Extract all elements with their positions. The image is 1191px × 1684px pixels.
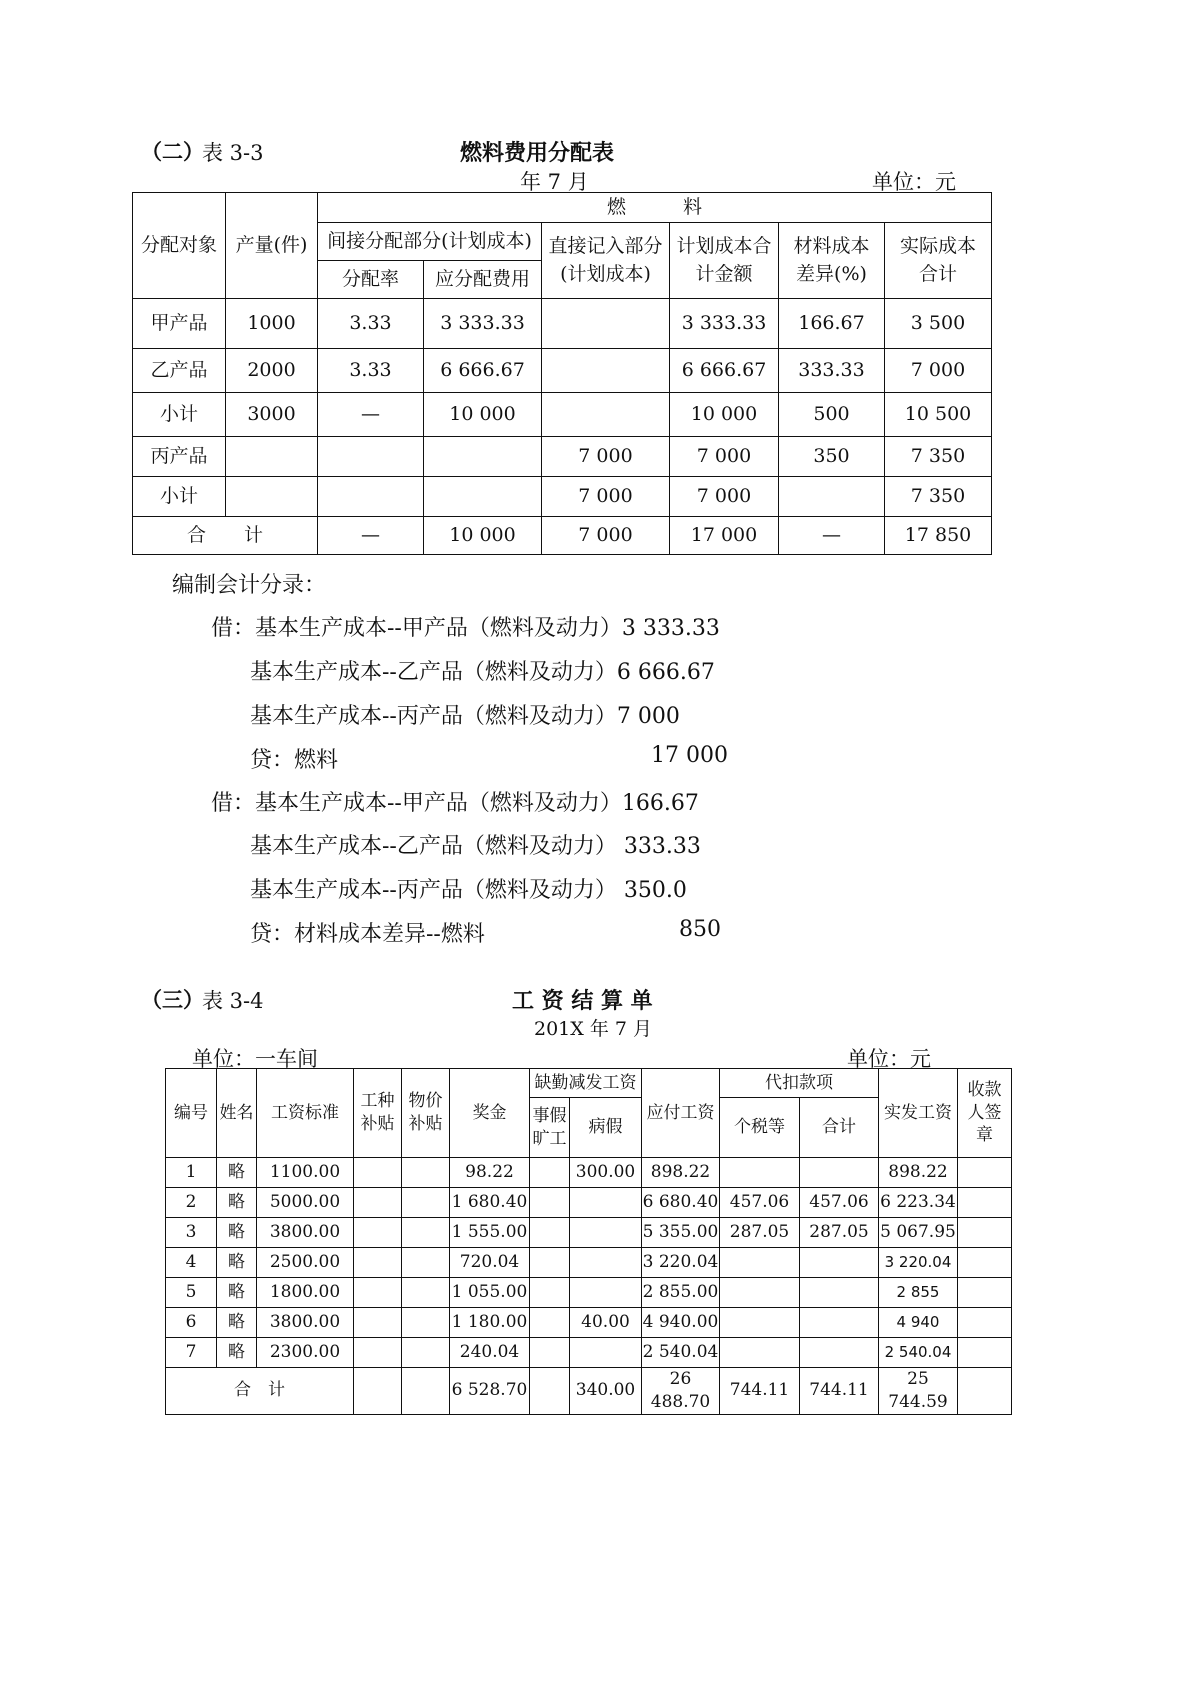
table-number: 表 3-4 xyxy=(202,989,264,1013)
table-cell: 2300.00 xyxy=(257,1338,354,1368)
table-cell: 166.67 xyxy=(779,299,885,349)
header-plan-total: 计划成本合计金额 xyxy=(670,223,779,299)
table-cell: 10 000 xyxy=(670,393,779,437)
table-cell xyxy=(226,477,318,517)
table-cell: 287.05 xyxy=(800,1218,879,1248)
table-cell: 1 055.00 xyxy=(450,1278,530,1308)
table-cell: 7 350 xyxy=(885,477,992,517)
table-cell: 小计 xyxy=(133,393,226,437)
header-fuel: 燃 料 xyxy=(318,193,992,223)
table-cell xyxy=(402,1188,450,1218)
table-cell: 3 220.04 xyxy=(642,1248,720,1278)
header-bonus: 奖金 xyxy=(450,1069,530,1158)
header-rate: 分配率 xyxy=(318,261,424,299)
table-cell xyxy=(800,1248,879,1278)
table-cell: 1 555.00 xyxy=(450,1218,530,1248)
table-row xyxy=(133,393,992,437)
table-cell: 4 xyxy=(166,1248,217,1278)
table-cell xyxy=(530,1218,570,1248)
table-unit: 单位：元 xyxy=(872,170,956,194)
header-object: 分配对象 xyxy=(133,193,226,299)
table-cell xyxy=(958,1248,1012,1278)
table-cell: 744.11 xyxy=(800,1368,879,1415)
table-cell xyxy=(530,1248,570,1278)
table-cell xyxy=(424,437,542,477)
table-cell: — xyxy=(318,517,424,555)
table-row xyxy=(166,1218,1012,1248)
table-title: 燃料费用分配表 xyxy=(460,140,615,166)
fuel-allocation-table xyxy=(132,192,992,555)
table-cell xyxy=(958,1278,1012,1308)
table-cell: 7 000 xyxy=(670,437,779,477)
table-cell: 4 940.00 xyxy=(642,1308,720,1338)
table-cell: 1800.00 xyxy=(257,1278,354,1308)
table-cell: 26 488.70 xyxy=(642,1368,720,1415)
table-cell: 略 xyxy=(217,1308,257,1338)
header-tax: 个税等 xyxy=(720,1098,800,1158)
table-cell xyxy=(800,1338,879,1368)
table-cell: 甲产品 xyxy=(133,299,226,349)
header-absence: 缺勤减发工资 xyxy=(530,1069,642,1098)
table-cell: 略 xyxy=(217,1218,257,1248)
table-cell: 240.04 xyxy=(450,1338,530,1368)
table-cell xyxy=(570,1188,642,1218)
table-cell xyxy=(354,1338,402,1368)
table-cell: 2 540.04 xyxy=(879,1338,958,1368)
table-cell xyxy=(720,1308,800,1338)
table-cell: 6 666.67 xyxy=(670,349,779,393)
table-cell: 1 180.00 xyxy=(450,1308,530,1338)
table-cell: 10 500 xyxy=(885,393,992,437)
header-price-allowance: 物价补贴 xyxy=(402,1069,450,1158)
table-cell xyxy=(402,1158,450,1188)
header-withholding-sum: 合计 xyxy=(800,1098,879,1158)
table-cell xyxy=(530,1368,570,1415)
journal-entry: 贷：燃料 xyxy=(250,748,339,773)
table-cell xyxy=(570,1248,642,1278)
table-row xyxy=(166,1158,1012,1188)
table-cell xyxy=(402,1218,450,1248)
table-cell: 898.22 xyxy=(879,1158,958,1188)
table-cell: 7 000 xyxy=(542,477,670,517)
table-cell xyxy=(530,1158,570,1188)
table-row xyxy=(166,1338,1012,1368)
table-cell: 6 xyxy=(166,1308,217,1338)
table-cell xyxy=(354,1278,402,1308)
table-cell xyxy=(570,1218,642,1248)
table-cell xyxy=(720,1278,800,1308)
table-title: 工 资 结 算 单 xyxy=(512,988,653,1014)
total-row xyxy=(166,1368,1012,1415)
payroll-table xyxy=(165,1068,1012,1415)
table-cell: 898.22 xyxy=(642,1158,720,1188)
table-cell: 17 000 xyxy=(670,517,779,555)
header-payable: 应付工资 xyxy=(642,1069,720,1158)
table-cell: 1000 xyxy=(226,299,318,349)
table-cell: 7 000 xyxy=(885,349,992,393)
table-cell: 17 850 xyxy=(885,517,992,555)
table-cell: 3 333.33 xyxy=(424,299,542,349)
journal-entry: 基本生产成本--乙产品（燃料及动力） 333.33 xyxy=(250,834,701,859)
journal-entry: 贷：材料成本差异--燃料 xyxy=(250,922,485,947)
table-cell: 5 067.95 xyxy=(879,1218,958,1248)
table-cell: 40.00 xyxy=(570,1308,642,1338)
header-sick-leave: 病假 xyxy=(570,1098,642,1158)
table-cell: 6 223.34 xyxy=(879,1188,958,1218)
table-row xyxy=(133,477,992,517)
table-cell xyxy=(318,437,424,477)
table-cell xyxy=(958,1218,1012,1248)
section-2-label: （二） xyxy=(141,139,204,164)
table-cell xyxy=(530,1278,570,1308)
table-cell: 720.04 xyxy=(450,1248,530,1278)
table-row xyxy=(133,349,992,393)
header-no: 编号 xyxy=(166,1069,217,1158)
header-signature: 收款人签章 xyxy=(958,1069,1012,1158)
header-actual: 实际成本合计 xyxy=(885,223,992,299)
table-cell xyxy=(402,1338,450,1368)
total-label: 合 计 xyxy=(166,1368,354,1415)
table-cell: 3800.00 xyxy=(257,1218,354,1248)
table-cell: 小计 xyxy=(133,477,226,517)
header-personal-leave: 事假旷工 xyxy=(530,1098,570,1158)
table-cell: 6 666.67 xyxy=(424,349,542,393)
table-row xyxy=(166,1248,1012,1278)
table-cell xyxy=(779,477,885,517)
table-cell: 25 744.59 xyxy=(879,1368,958,1415)
table-row xyxy=(166,1188,1012,1218)
table-cell xyxy=(720,1248,800,1278)
header-alloc: 应分配费用 xyxy=(424,261,542,299)
table-cell: 6 528.70 xyxy=(450,1368,530,1415)
table-cell: 2000 xyxy=(226,349,318,393)
section-3-label: （三） xyxy=(141,987,204,1012)
table-cell: 略 xyxy=(217,1158,257,1188)
journal-title: 编制会计分录： xyxy=(172,573,327,598)
header-direct: 直接记入部分(计划成本) xyxy=(542,223,670,299)
table-cell: 略 xyxy=(217,1338,257,1368)
table-cell: 1100.00 xyxy=(257,1158,354,1188)
table-cell xyxy=(402,1278,450,1308)
table-unit: 单位：元 xyxy=(847,1047,931,1071)
table-cell: 500 xyxy=(779,393,885,437)
table-cell: 3 xyxy=(166,1218,217,1248)
table-cell: 3800.00 xyxy=(257,1308,354,1338)
table-row xyxy=(166,1278,1012,1308)
table-cell xyxy=(958,1188,1012,1218)
table-row xyxy=(133,299,992,349)
table-cell: — xyxy=(779,517,885,555)
table-department: 单位：一车间 xyxy=(192,1047,318,1071)
table-cell xyxy=(720,1338,800,1368)
table-cell xyxy=(570,1338,642,1368)
table-cell: 乙产品 xyxy=(133,349,226,393)
table-cell xyxy=(354,1248,402,1278)
table-cell: 744.11 xyxy=(720,1368,800,1415)
table-cell: 5000.00 xyxy=(257,1188,354,1218)
total-row xyxy=(133,517,992,555)
table-number: 表 3-3 xyxy=(202,141,264,165)
table-cell xyxy=(958,1158,1012,1188)
table-cell xyxy=(354,1368,402,1415)
journal-amount: 17 000 xyxy=(651,743,728,768)
table-cell: 340.00 xyxy=(570,1368,642,1415)
table-cell: 287.05 xyxy=(720,1218,800,1248)
table-cell: 2500.00 xyxy=(257,1248,354,1278)
table-cell xyxy=(958,1338,1012,1368)
table-cell: 2 540.04 xyxy=(642,1338,720,1368)
table-row xyxy=(133,437,992,477)
table-cell xyxy=(354,1188,402,1218)
table-row xyxy=(166,1308,1012,1338)
table-cell xyxy=(530,1308,570,1338)
table-cell: 5 355.00 xyxy=(642,1218,720,1248)
table-cell: 1 680.40 xyxy=(450,1188,530,1218)
table-cell xyxy=(530,1338,570,1368)
table-cell: 7 000 xyxy=(542,437,670,477)
table-cell: 10 000 xyxy=(424,517,542,555)
table-cell xyxy=(402,1368,450,1415)
journal-entry: 基本生产成本--丙产品（燃料及动力）7 000 xyxy=(250,704,680,729)
table-cell xyxy=(542,299,670,349)
table-cell xyxy=(800,1308,879,1338)
table-cell: 略 xyxy=(217,1188,257,1218)
table-cell xyxy=(226,437,318,477)
table-cell xyxy=(530,1188,570,1218)
table-cell xyxy=(958,1368,1012,1415)
header-quantity: 产量(件) xyxy=(226,193,318,299)
table-cell: 98.22 xyxy=(450,1158,530,1188)
table-cell: 4 940 xyxy=(879,1308,958,1338)
table-cell xyxy=(542,349,670,393)
table-cell xyxy=(570,1278,642,1308)
journal-entry: 基本生产成本--丙产品（燃料及动力） 350.0 xyxy=(250,878,687,903)
table-cell: 5 xyxy=(166,1278,217,1308)
table-cell: 3 333.33 xyxy=(670,299,779,349)
table-cell: 7 350 xyxy=(885,437,992,477)
journal-amount: 850 xyxy=(679,917,721,942)
total-label: 合 计 xyxy=(133,517,318,555)
table-cell: 457.06 xyxy=(800,1188,879,1218)
header-withholding: 代扣款项 xyxy=(720,1069,879,1098)
table-cell: 333.33 xyxy=(779,349,885,393)
table-cell: 2 855 xyxy=(879,1278,958,1308)
journal-entry: 借：基本生产成本--甲产品（燃料及动力）3 333.33 xyxy=(211,616,720,641)
table-date: 年 7 月 xyxy=(520,170,589,194)
header-job-allowance: 工种补贴 xyxy=(354,1069,402,1158)
table-cell: 3.33 xyxy=(318,299,424,349)
table-cell: 丙产品 xyxy=(133,437,226,477)
table-cell xyxy=(354,1218,402,1248)
table-cell xyxy=(402,1248,450,1278)
table-cell: — xyxy=(318,393,424,437)
table-cell: 3 220.04 xyxy=(879,1248,958,1278)
table-cell: 3.33 xyxy=(318,349,424,393)
table-cell xyxy=(720,1158,800,1188)
table-cell: 7 xyxy=(166,1338,217,1368)
table-cell: 2 xyxy=(166,1188,217,1218)
table-cell xyxy=(402,1308,450,1338)
header-variance: 材料成本差异(%) xyxy=(779,223,885,299)
header-indirect: 间接分配部分(计划成本) xyxy=(318,223,542,261)
table-cell: 10 000 xyxy=(424,393,542,437)
table-cell: 2 855.00 xyxy=(642,1278,720,1308)
table-cell xyxy=(800,1158,879,1188)
table-cell: 3000 xyxy=(226,393,318,437)
table-cell: 略 xyxy=(217,1278,257,1308)
table-cell xyxy=(800,1278,879,1308)
table-cell xyxy=(354,1158,402,1188)
table-cell: 350 xyxy=(779,437,885,477)
table-cell: 6 680.40 xyxy=(642,1188,720,1218)
table-cell xyxy=(958,1308,1012,1338)
header-standard: 工资标准 xyxy=(257,1069,354,1158)
table-cell: 略 xyxy=(217,1248,257,1278)
table-cell: 7 000 xyxy=(542,517,670,555)
table-cell xyxy=(318,477,424,517)
header-net-pay: 实发工资 xyxy=(879,1069,958,1158)
table-date: 201X 年 7 月 xyxy=(534,1018,652,1040)
table-cell: 457.06 xyxy=(720,1188,800,1218)
journal-entry: 借：基本生产成本--甲产品（燃料及动力）166.67 xyxy=(211,791,699,816)
table-cell xyxy=(542,393,670,437)
table-cell: 3 500 xyxy=(885,299,992,349)
table-cell xyxy=(424,477,542,517)
table-cell: 7 000 xyxy=(670,477,779,517)
table-cell xyxy=(354,1308,402,1338)
table-cell: 300.00 xyxy=(570,1158,642,1188)
table-cell: 1 xyxy=(166,1158,217,1188)
journal-entry: 基本生产成本--乙产品（燃料及动力）6 666.67 xyxy=(250,660,715,685)
header-name: 姓名 xyxy=(217,1069,257,1158)
